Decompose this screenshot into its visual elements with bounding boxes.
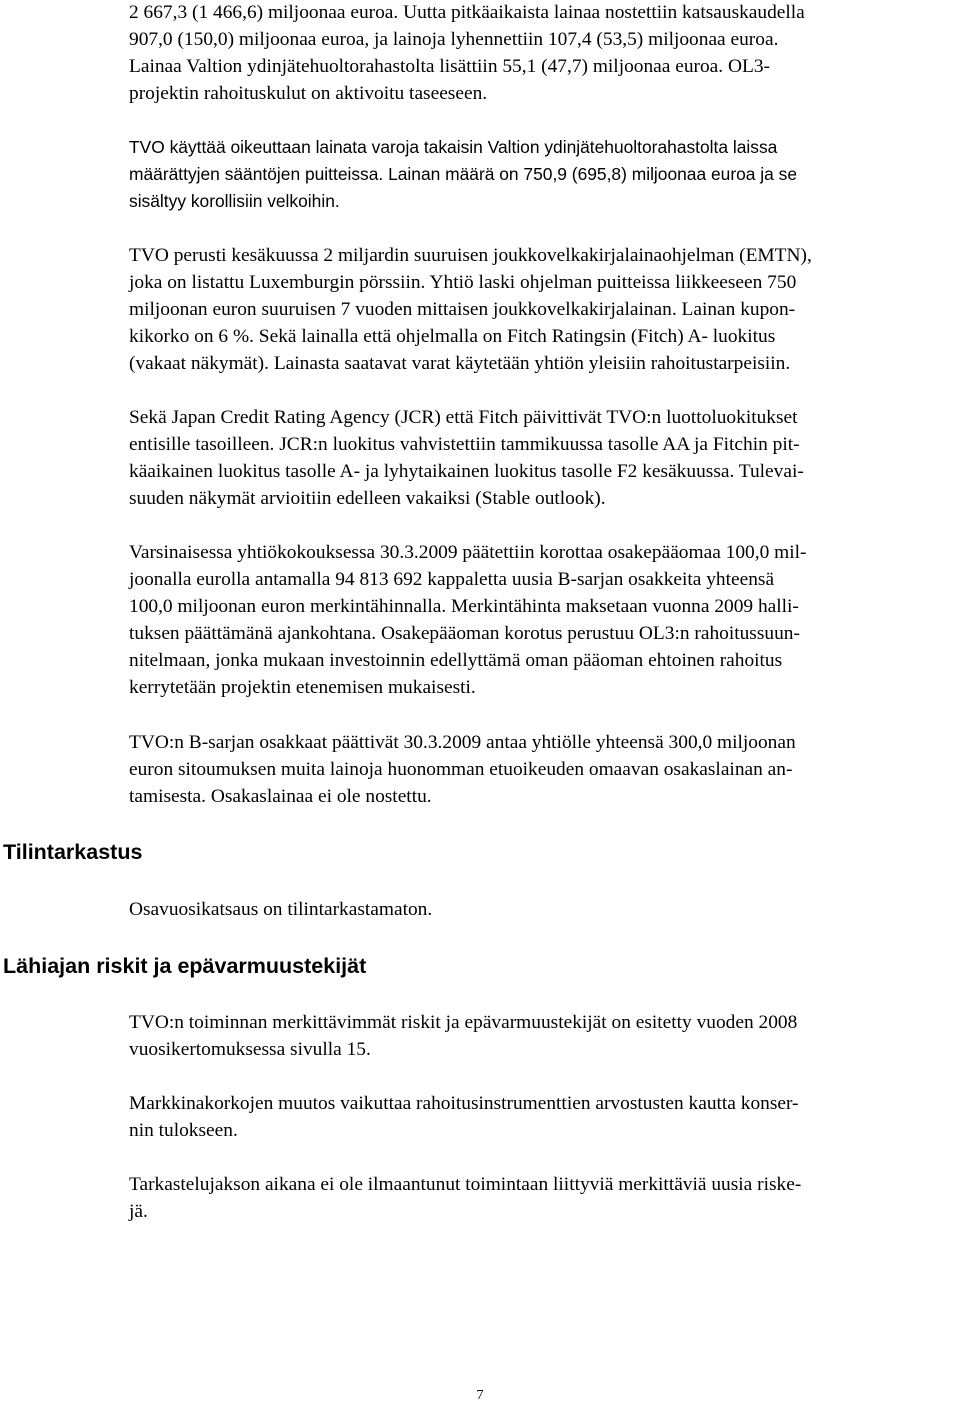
page-number: 7 bbox=[476, 1388, 484, 1403]
paragraph-no-new-risks bbox=[129, 1171, 951, 1225]
paragraph-risks-reference bbox=[129, 1009, 951, 1063]
text-line: Sekä Japan Credit Rating Agency (JCR) että Fitch päivittivät TVO:n luottoluokitukset bbox=[129, 407, 798, 428]
text-line: TVO käyttää oikeuttaan lainata varoja takaisin Valtion ydinjätehuoltorahastolta laissa bbox=[129, 137, 778, 157]
paragraph-interest-rate-risk bbox=[129, 1090, 951, 1144]
section-heading-risks: Lähiajan riskit ja epävarmuustekijät bbox=[3, 954, 367, 978]
text-line: (vakaat näkymät). Lainasta saatavat varat käytetään yhtiön yleisiin rahoitustarpeisiin. bbox=[129, 353, 791, 374]
text-line: 2 667,3 (1 466,6) miljoonaa euroa. Uutta pitkäaikaista lainaa nostettiin katsauskaudella bbox=[129, 2, 805, 23]
text-line: miljoonan euron suuruisen 7 vuoden mittaisen joukkovelkakirjalainan. Lainan kupon- bbox=[129, 299, 796, 320]
text-line: joonalla eurolla antamalla 94 813 692 kappaletta uusia B-sarjan osakkeita yhteensä bbox=[129, 569, 775, 590]
text-line: entisille tasoilleen. JCR:n luokitus vahvistettiin tammikuussa tasolle AA ja Fitchin pit- bbox=[129, 434, 800, 455]
text-line: Markkinakorkojen muutos vaikuttaa rahoitusinstrumenttien arvostusten kautta konser- bbox=[129, 1093, 799, 1114]
text-line: projektin rahoituskulut on aktivoitu taseeseen. bbox=[129, 83, 488, 104]
text-line: tuksen päättämänä ajankohtana. Osakepääoman korotus perustuu OL3:n rahoitussuun- bbox=[129, 623, 800, 644]
text-line: sisältyy korollisiin velkoihin. bbox=[129, 191, 340, 211]
text-line: jä. bbox=[129, 1201, 148, 1222]
text-line: 100,0 miljoonan euron merkintähinnalla. Merkintähinta maksetaan vuonna 2009 halli- bbox=[129, 596, 799, 617]
text-line: Tarkastelujakson aikana ei ole ilmaantunut toimintaan liittyviä merkittäviä uusia riske- bbox=[129, 1174, 802, 1195]
text-line: TVO perusti kesäkuussa 2 miljardin suuruisen joukkovelkakirjalainaohjelman (EMTN), bbox=[129, 245, 812, 266]
text-line: Osavuosikatsaus on tilintarkastamaton. bbox=[129, 899, 433, 920]
paragraph-audit-statement bbox=[129, 896, 951, 923]
paragraph-loans-summary bbox=[129, 0, 951, 107]
text-line: kikorko on 6 %. Sekä lainalla että ohjelmalla on Fitch Ratingsin (Fitch) A- luokitus bbox=[129, 326, 776, 347]
paragraph-shareholder-loan bbox=[129, 729, 951, 810]
paragraph-emtn-program bbox=[129, 242, 951, 377]
text-line: TVO:n B-sarjan osakkaat päättivät 30.3.2009 antaa yhtiölle yhteensä 300,0 miljoonan bbox=[129, 732, 796, 753]
paragraph-credit-ratings bbox=[129, 404, 951, 512]
text-line: tamisesta. Osakaslainaa ei ole nostettu. bbox=[129, 786, 432, 807]
text-line: TVO:n toiminnan merkittävimmät riskit ja epävarmuustekijät on esitetty vuoden 2008 bbox=[129, 1012, 798, 1033]
text-line: Lainaa Valtion ydinjätehuoltorahastolta lisättiin 55,1 (47,7) miljoonaa euroa. OL3- bbox=[129, 56, 770, 77]
paragraph-fund-borrowing bbox=[129, 134, 951, 215]
paragraph-share-capital-increase bbox=[129, 539, 951, 701]
text-line: määrättyjen sääntöjen puitteissa. Lainan määrä on 750,9 (695,8) miljoonaa euroa ja se bbox=[129, 164, 798, 184]
text-line: nitelmaan, jonka mukaan investoinnin edellyttämä oman pääoman ehtoinen rahoitus bbox=[129, 650, 783, 671]
text-line: nin tulokseen. bbox=[129, 1120, 238, 1141]
text-line: vuosikertomuksessa sivulla 15. bbox=[129, 1039, 371, 1060]
section-heading-audit: Tilintarkastus bbox=[3, 840, 143, 864]
text-line: joka on listattu Luxemburgin pörssiin. Yhtiö laski ohjelman puitteissa liikkeeseen 750 bbox=[129, 272, 797, 293]
text-line: Varsinaisessa yhtiökokouksessa 30.3.2009 päätettiin korottaa osakepääomaa 100,0 mil- bbox=[129, 542, 807, 563]
text-line: kerrytetään projektin etenemisen mukaisesti. bbox=[129, 677, 476, 698]
text-line: suuden näkymät arvioitiin edelleen vakaiksi (Stable outlook). bbox=[129, 488, 606, 509]
text-line: euron sitoumuksen muita lainoja huonomman etuoikeuden omaavan osakaslainan an- bbox=[129, 759, 793, 780]
text-line: käaikainen luokitus tasolle A- ja lyhytaikainen luokitus tasolle F2 kesäkuussa. Tulevai- bbox=[129, 461, 804, 482]
text-line: 907,0 (150,0) miljoonaa euroa, ja lainoja lyhennettiin 107,4 (53,5) miljoonaa euroa. bbox=[129, 29, 779, 50]
